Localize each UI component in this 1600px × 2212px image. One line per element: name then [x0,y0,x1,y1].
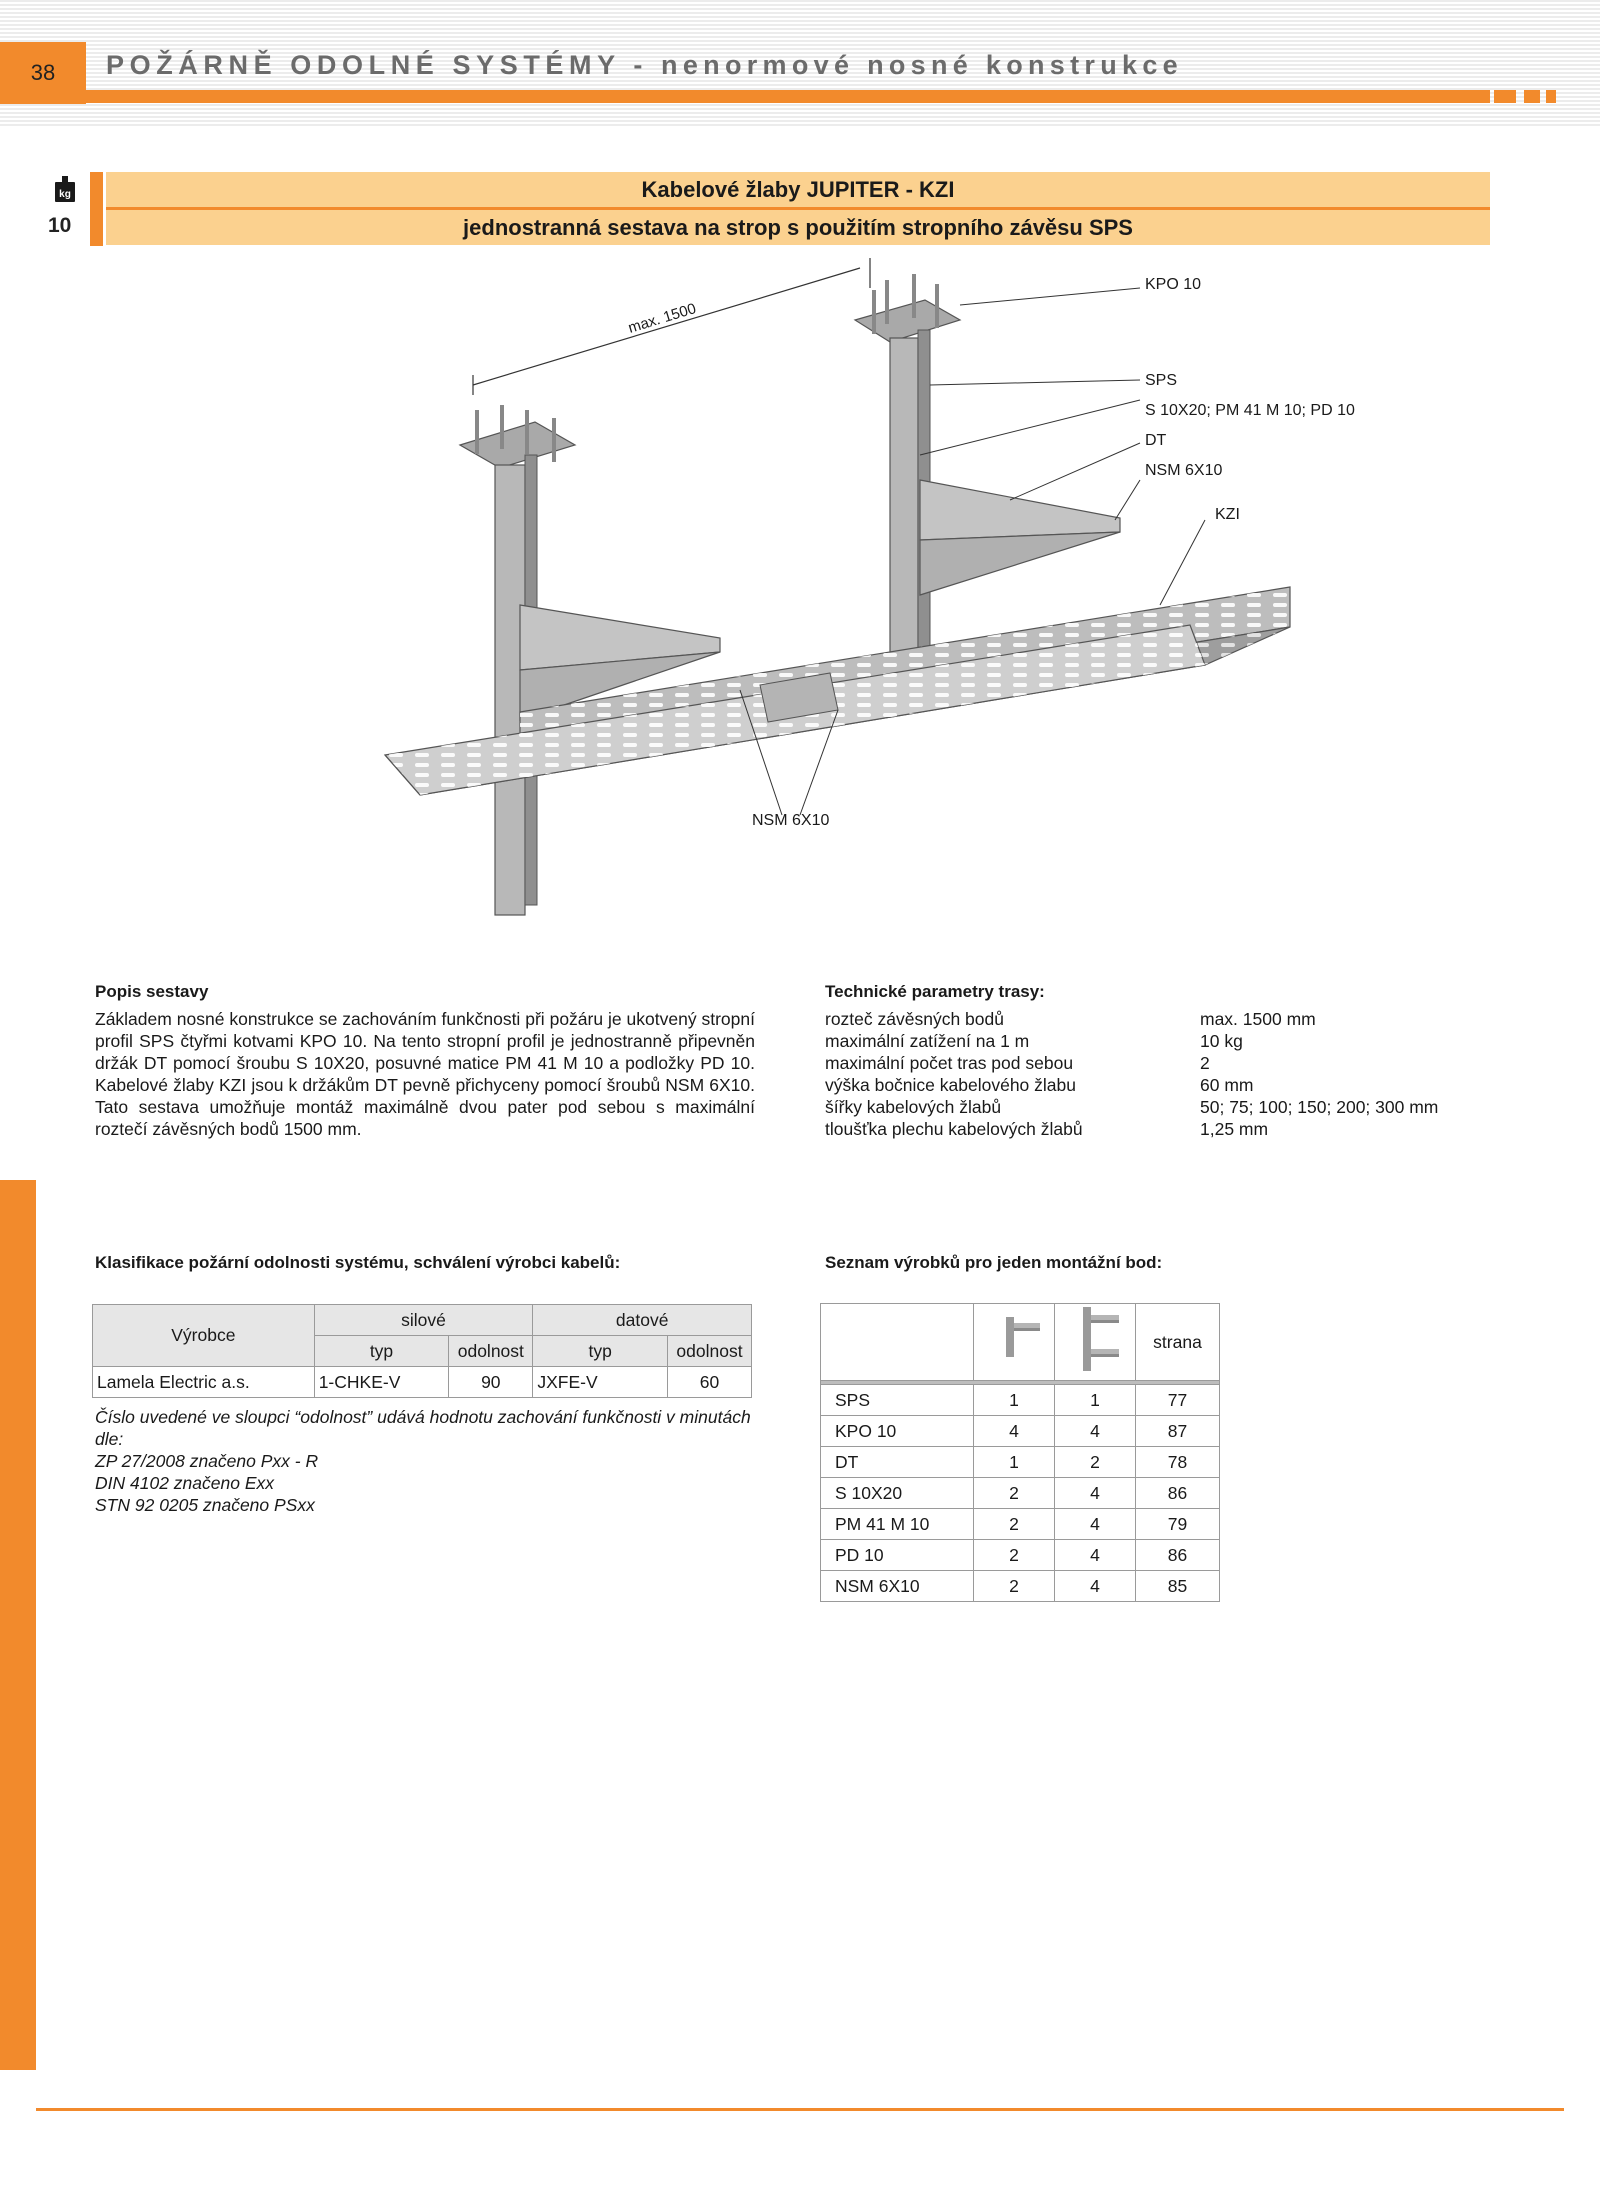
cell-data-resistance: 60 [667,1367,751,1398]
col-manufacturer: Výrobce [93,1305,315,1367]
header-accent-square [1524,90,1540,103]
table-row: PM 41 M 10 2 4 79 [821,1509,1220,1540]
page-number: 38 [0,42,86,104]
cell-power-type: 1-CHKE-V [314,1367,449,1398]
col-page: strana [1136,1304,1220,1381]
callout-dt: DT [1145,432,1167,449]
products-table [820,1303,1220,1602]
classification-heading: Klasifikace požární odolnosti systému, schválení výrobci kabelů: [95,1253,621,1272]
header-accent-line [0,90,1490,103]
table-row: NSM 6X10 2 4 85 [821,1571,1220,1602]
group-data: datové [533,1305,752,1336]
parameter-row: maximální počet tras pod sebou 2 [825,1053,1210,1073]
col-power-resistance: odolnost [449,1336,533,1367]
callout-leader-sps [930,380,1140,385]
description-text: Základem nosné konstrukce se zachováním funkčnosti při požáru je ukotvený stropní profil SPS čtyřmi kotvami KPO 10. Na tento stropní profil je jednostranně připevněn držák DT pomocí šroubu S 10X20, posuvné matice PM 41 M 10 a podložky PD 10. Kabelové žlaby KZI jsou k držákům DT pevně přichyceny pomocí šroubů NSM 6X10. Tato sestava umožňuje montáž maximálně dvou pater pod sebou s maximální roztečí závěsných bodů 1500 mm. [95,1009,755,1139]
header-title: POŽÁRNĚ ODOLNÉ SYSTÉMY - nenormové nosné konstrukce [106,50,1183,80]
col-data-resistance: odolnost [667,1336,751,1367]
left-accent-strip [0,1180,36,2070]
parameter-row: tloušťka plechu kabelových žlabů 1,25 mm [825,1119,1269,1139]
callout-kzi: KZI [1215,506,1240,523]
callout-nsm-bottom: NSM 6X10 [752,812,830,829]
callout-kpo: KPO 10 [1145,276,1202,293]
header-accent-square [1546,90,1556,103]
cell-data-type: JXFE-V [533,1367,668,1398]
classification-note: Číslo uvedené ve sloupci “odolnost” udává hodnotu zachování funkčnosti v minutách dle: ZP 27/2008 značeno Pxx - R DIN 4102 značeno Exx STN 92 0205 značeno PSxx [95,1407,751,1515]
spacing-label: max. 1500 [626,300,699,337]
kg-weight-icon [55,176,75,204]
parameter-row: maximální zatížení na 1 m 10 kg [825,1031,1243,1051]
table-row: KPO 10 4 4 87 [821,1416,1220,1447]
section-side-bar [90,172,103,246]
callout-leader-dt [1010,443,1140,500]
table-row: DT 1 2 78 [821,1447,1220,1478]
parameter-row: výška bočnice kabelového žlabu 60 mm [825,1075,1254,1095]
col-power-type: typ [314,1336,449,1367]
load-value: 10 [48,214,72,237]
footer-accent-line [36,2108,1564,2111]
table-row [93,1367,752,1398]
double-tier-bracket-icon [1055,1304,1136,1381]
parameter-row: šířky kabelových žlabů 50; 75; 100; 150; 200; 300 mm [825,1097,1439,1117]
single-tier-bracket-icon [974,1304,1055,1381]
callout-leader-nsm-top [1115,480,1140,520]
description-heading: Popis sestavy [95,982,209,1001]
callout-screw: S 10X20; PM 41 M 10; PD 10 [1145,402,1355,419]
parameters-heading: Technické parametry trasy: [825,982,1045,1001]
header-accent-square [1494,90,1516,103]
section-title: Kabelové žlaby JUPITER - KZI [106,172,1490,207]
callout-sps: SPS [1145,372,1178,389]
classification-table [92,1304,752,1398]
callout-leader-kpo [960,288,1140,305]
kg-icon-text: kg [59,189,71,200]
callout-nsm-top: NSM 6X10 [1145,462,1223,479]
products-heading: Seznam výrobků pro jeden montážní bod: [825,1253,1163,1272]
col-data-type: typ [533,1336,668,1367]
spacing-dimension-line [473,268,860,385]
callout-leader-screw [920,400,1140,455]
col-product-name [821,1304,974,1381]
section-subtitle: jednostranná sestava na strop s použitím stropního závěsu SPS [106,210,1490,245]
parameter-row: rozteč závěsných bodů max. 1500 mm [825,1009,1316,1029]
cell-manufacturer: Lamela Electric a.s. [93,1367,315,1398]
group-power: silové [314,1305,533,1336]
table-row: SPS 1 1 77 [821,1385,1220,1416]
assembly-illustration [360,250,1380,940]
table-row: PD 10 2 4 86 [821,1540,1220,1571]
parameters-list [825,1008,1485,1140]
callout-leader-kzi [1160,520,1205,605]
assembly-drawing [360,250,1380,940]
cell-power-resistance: 90 [449,1367,533,1398]
table-row: S 10X20 2 4 86 [821,1478,1220,1509]
